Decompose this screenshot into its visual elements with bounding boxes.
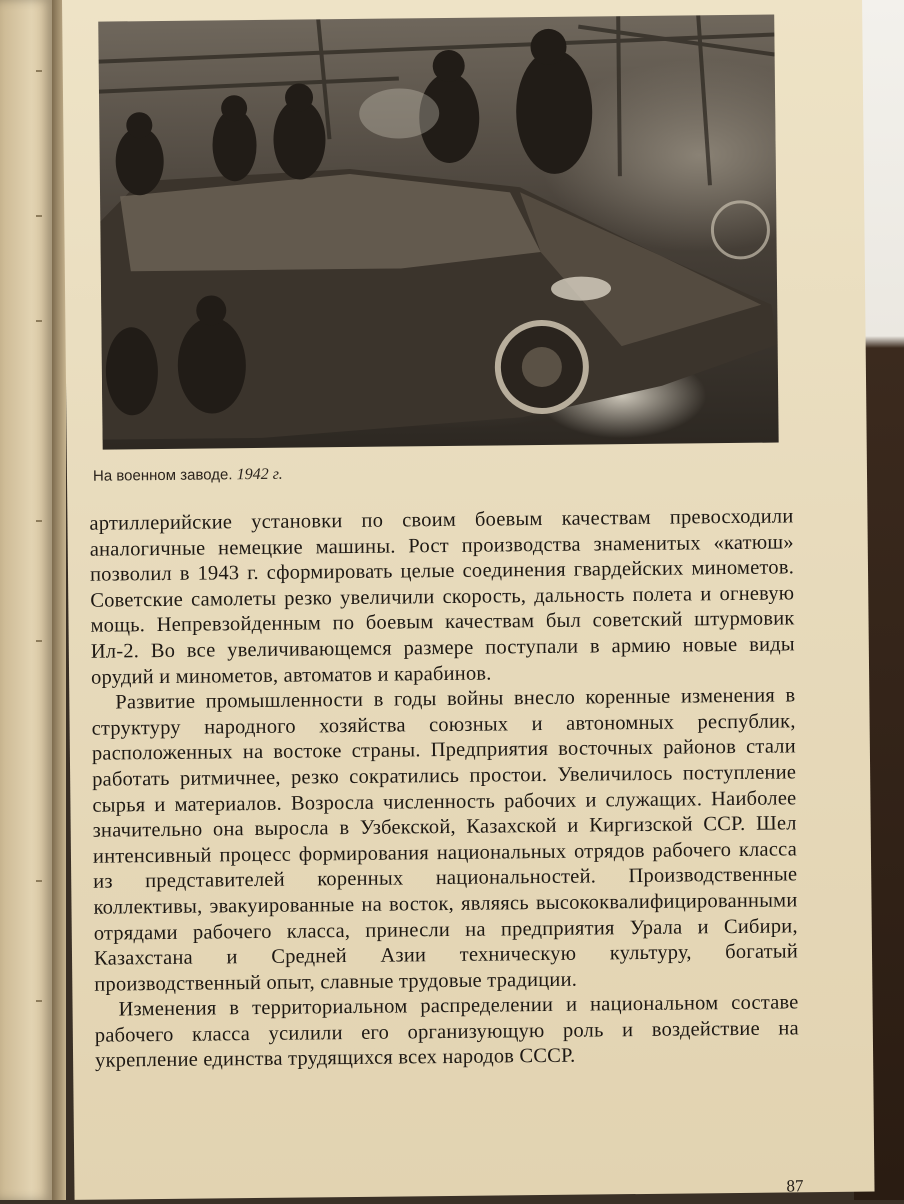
caption-text: На военном заводе. bbox=[92, 466, 233, 485]
caption-year: 1942 г. bbox=[236, 465, 283, 484]
body-text bbox=[89, 504, 799, 1074]
page-number: 87 bbox=[786, 1176, 804, 1196]
paragraph-1: артиллерийские установки по своим боевым качествам превосходили аналогичные немецкие машины. Рост производства знаменитых «катюш» позволил в 1943 г. сформировать целые соединения гвардейских минометов. Советские самолеты резко увеличили скорость, дальность полета и огневую мощь. Непревзойденным по боевым качествам был советский штурмовик Ил-2. Во все увеличивающемся размере поступали в армию новые виды орудий и минометов, автоматов и карабинов. bbox=[89, 505, 795, 689]
factory-photo-illustration bbox=[98, 15, 778, 450]
factory-photo bbox=[98, 15, 778, 450]
photo-caption bbox=[93, 466, 283, 486]
book-page bbox=[62, 0, 875, 1200]
paragraph-3: Изменения в территориальном распределении и национальном составе рабочего класса усилили его организующую роль и воздействие на укрепление единства трудящихся всех народов СССР. bbox=[94, 991, 799, 1073]
facing-page-edge bbox=[0, 0, 52, 1200]
paragraph-2: Развитие промышленности в годы войны внесло коренные изменения в структуру народного хозяйства союзных и автономных республик, расположенных на востоке страны. Предприятия восточных районов стали работать ритмичнее, резко сократились простои. Увеличилось поступление сырья и материалов. Возросла численность рабочих и служащих. Наиболее значительно она выросла в Узбекской, Казахской и Киргизской ССР. Шел интенсивный процесс формирования национальных отрядов рабочего класса из представителей коренных национальностей. Производственные коллективы, эвакуированные на восток, являясь высококвалифицированными отрядами рабочего класса, принесли на предприятия Урала и Сибири, Казахстана и Средней Азии техническую культуру, богатый производственный опыт, славные трудовые традиции. bbox=[91, 684, 799, 996]
